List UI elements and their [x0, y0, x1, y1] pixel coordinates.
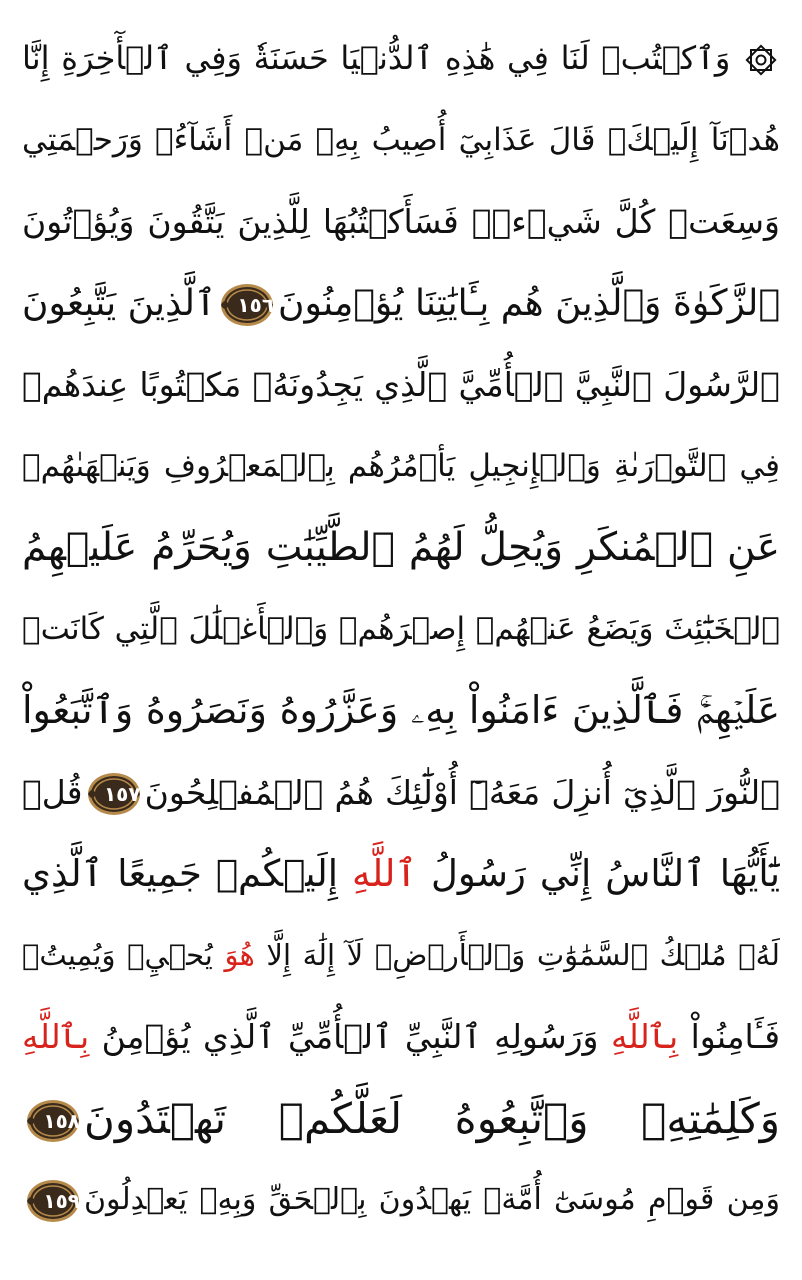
verse-text: عَنِ ٱلۡمُنكَرِ وَيُحِلُّ لَهُمُ ٱلطَّيِّبَٰتِ وَيُحَرِّمُ عَلَيۡهِمُ [22, 525, 780, 570]
text-line-5 [22, 344, 780, 426]
divine-name: بِٱللَّهِ [22, 1017, 90, 1056]
divine-name: هُوَ [224, 937, 255, 972]
ayah-number: ١٥٩ [43, 1188, 80, 1213]
verse-text: ٱلزَّكَوٰةَ وَٱلَّذِينَ هُم بِـَٔايَٰتِنَا يُؤۡمِنُونَ [278, 282, 780, 324]
text-line-6 [22, 426, 780, 508]
rub-el-hizb-icon [744, 43, 778, 77]
verse-text: لَهُۥ مُلۡكُ ٱلسَّمَٰوَٰتِ وَٱلۡأَرۡضِۖ لَآ إِلَٰهَ إِلَّا [254, 937, 780, 972]
text-line-8 [22, 589, 780, 671]
verse-text: إِلَيۡكُمۡ جَمِيعًا ٱلَّذِي [22, 852, 352, 895]
text-line-4 [22, 263, 780, 345]
text-line-7 [22, 507, 780, 589]
verse-text: فِي ٱلتَّوۡرَىٰةِ وَٱلۡإِنجِيلِ يَأۡمُرُهُم بِٱلۡمَعۡرُوفِ وَيَنۡهَىٰهُمۡ [22, 447, 780, 484]
verse-text: عَلَيۡهِمۡۚ فَٱلَّذِينَ ءَامَنُواْ بِهِۦ وَعَزَّرُوهُ وَنَصَرُوهُ وَٱتَّبَعُواْ [22, 688, 780, 732]
verse-text: قُلۡ [22, 772, 83, 812]
ayah-number: ١٥٦ [237, 292, 275, 317]
ayah-number: ١٥٨ [43, 1109, 80, 1133]
verse-text: فَـَٔامِنُواْ [678, 1017, 780, 1056]
ayah-number-marker-icon [26, 1099, 80, 1143]
ayah-number-marker-icon [87, 772, 141, 816]
ayah-number-marker-icon [26, 1179, 80, 1223]
verse-text: يَٰٓأَيُّهَا ٱلنَّاسُ إِنِّي رَسُولُ [417, 852, 780, 895]
verse-text: وَمِن قَوۡمِ مُوسَىٰٓ أُمَّةٞ يَهۡدُونَ بِٱلۡحَقِّ وَبِهِۦ يَعۡدِلُونَ [84, 1182, 780, 1217]
verse-text: وَكَلِمَٰتِهِۦ وَٱتَّبِعُوهُ لَعَلَّكُمۡ تَهۡتَدُونَ [84, 1093, 780, 1143]
text-line-9 [22, 670, 780, 752]
verse-text: ٱلۡخَبَٰٓئِثَ وَيَضَعُ عَنۡهُمۡ إِصۡرَهُمۡ وَٱلۡأَغۡلَٰلَ ٱلَّتِي كَانَتۡ [22, 610, 780, 647]
text-line-14 [22, 1078, 780, 1160]
text-line-11 [22, 833, 780, 915]
text-line-3 [22, 181, 780, 263]
verse-text: ٱلرَّسُولَ ٱلنَّبِيَّ ٱلۡأُمِّيَّ ٱلَّذِي يَجِدُونَهُۥ مَكۡتُوبًا عِندَهُمۡ [22, 365, 780, 404]
ayah-number: ١٥٧ [103, 782, 141, 806]
text-line-15 [22, 1159, 780, 1241]
divine-name: ٱللَّهِ [352, 852, 418, 895]
text-line-2 [22, 100, 780, 182]
verse-text: ٱلنُّورَ ٱلَّذِيٓ أُنزِلَ مَعَهُۥٓ أُوْلَٰٓئِكَ هُمُ ٱلۡمُفۡلِحُونَ [144, 772, 780, 812]
ayah-number-marker-icon [220, 283, 274, 327]
divine-name: بِٱللَّهِ [610, 1017, 679, 1056]
text-line-10 [22, 752, 780, 834]
text-line-1 [22, 18, 780, 100]
text-line-13 [22, 996, 780, 1078]
verse-text: وَٱكۡتُبۡ لَنَا فِي هَٰذِهِ ٱلدُّنۡيَا حَسَنَةٗ وَفِي ٱلۡأٓخِرَةِ إِنَّا [22, 39, 731, 77]
verse-text: وَسِعَتۡ كُلَّ شَيۡءٖۚ فَسَأَكۡتُبُهَا لِلَّذِينَ يَتَّقُونَ وَيُؤۡتُونَ [22, 202, 780, 241]
rub-el-hizb-icon-wrap [742, 39, 780, 77]
verse-text: يُحۡيِۦ وَيُمِيتُۖ [22, 937, 225, 972]
verse-text: هُدۡنَآ إِلَيۡكَۚ قَالَ عَذَابِيٓ أُصِيبُ بِهِۦ مَنۡ أَشَآءُۖ وَرَحۡمَتِي [22, 121, 780, 158]
verse-text: ٱلَّذِينَ يَتَّبِعُونَ [22, 282, 217, 324]
verse-text: وَرَسُولِهِ ٱلنَّبِيِّ ٱلۡأُمِّيِّ ٱلَّذِي يُؤۡمِنُ [89, 1017, 611, 1056]
text-line-12 [22, 915, 780, 997]
